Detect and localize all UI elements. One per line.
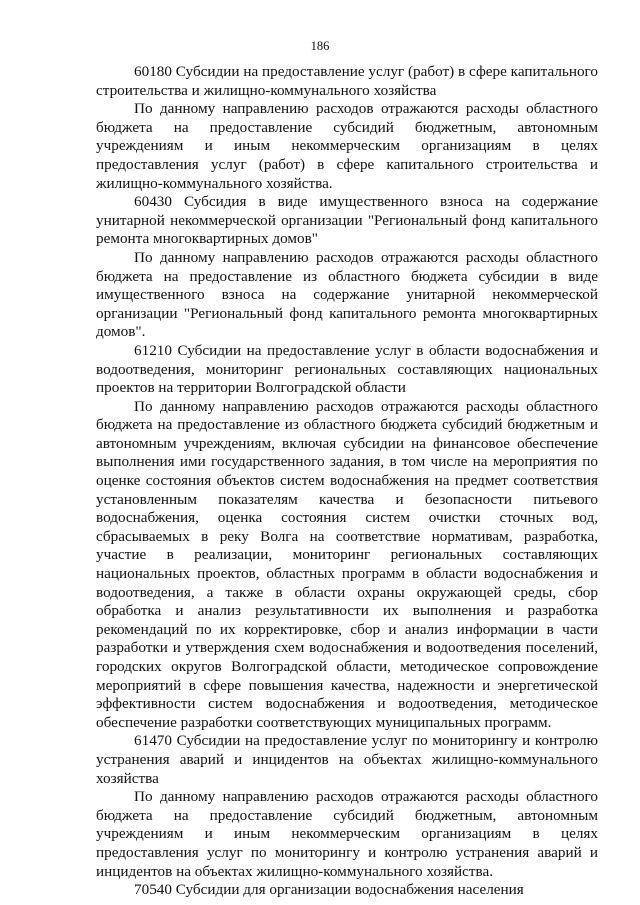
paragraph-description-60180: По данному направлению расходов отражаются расходы областного бюджета на предоставление субсидий бюджетным, автономным учреждениям и иным некоммерческим организациям в целях предоставления услуг (работ) в сфере капитального строительства и жилищно-коммунального хозяйства. — [96, 100, 598, 192]
page-number: 186 — [310, 39, 330, 53]
paragraph-heading-61210: 61210 Субсидии на предоставление услуг в области водоснабжения и водоотведения, мониторинг региональных составляющих национальных проектов на территории Волгоградской области — [96, 341, 598, 397]
paragraph-heading-60430: 60430 Субсидия в виде имущественного взноса на содержание унитарной некоммерческой организации "Региональный фонд капитального ремонта многоквартирных домов" — [96, 193, 598, 248]
paragraph-description-60430: По данному направлению расходов отражаются расходы областного бюджета на предоставление из областного бюджета субсидии в виде имущественного взноса на содержание унитарной некоммерческой организации "Региональный фонд капитального ремонта многоквартирных домов". — [96, 248, 598, 341]
paragraph-description-61470: По данному направлению расходов отражаются расходы областного бюджета на предоставление субсидий бюджетным, автономным учреждениям и иным некоммерческим организациям в целях предоставления услуг по мониторингу и контролю устранения аварий и инцидентов на объектах жилищно-коммунального хозяйства. — [96, 788, 598, 880]
document-body — [96, 63, 598, 900]
paragraph-description-61210: По данному направлению расходов отражаются расходы областного бюджета на предоставление из областного бюджета субсидий бюджетным и автономным учреждениям, включая субсидии на финансовое обеспечение выполнения ими государственного задания, в том числе на мероприятия по оценке состояния объектов систем водоснабжения на предмет соответствия установленным показателям качества и безопасности питьевого водоснабжения, оценка состояния систем очистки сточных вод, сбрасываемых в реку Волга на соответствие нормативам, разработка, участие в реализации, мониторинг региональных составляющих национальных проектов, областных программ в области водоснабжения и водоотведения, а также в области охраны окружающей среды, сбор обработка и анализ результативности их выполнения и разработка рекомендаций по их корректировке, сбор и анализ информации в части разработки и утверждения схем водоснабжения и водоотведения поселений, городских округов Волгоградской области, методическое сопровождение мероприятий в сфере повышения качества, надежности и энергетической эффективности систем водоснабжения и водоотведения, методическое обеспечение разработки соответствующих муниципальных программ. — [96, 397, 598, 731]
paragraph-heading-60180: 60180 Субсидии на предоставление услуг (работ) в сфере капитального строительства и жилищно-коммунального хозяйства — [96, 63, 598, 99]
paragraph-heading-61470: 61470 Субсидии на предоставление услуг по мониторингу и контролю устранения аварий и инцидентов на объектах жилищно-коммунального хозяйства — [96, 732, 598, 787]
paragraph-heading-70540: 70540 Субсидии для организации водоснабжения населения — [134, 881, 524, 899]
